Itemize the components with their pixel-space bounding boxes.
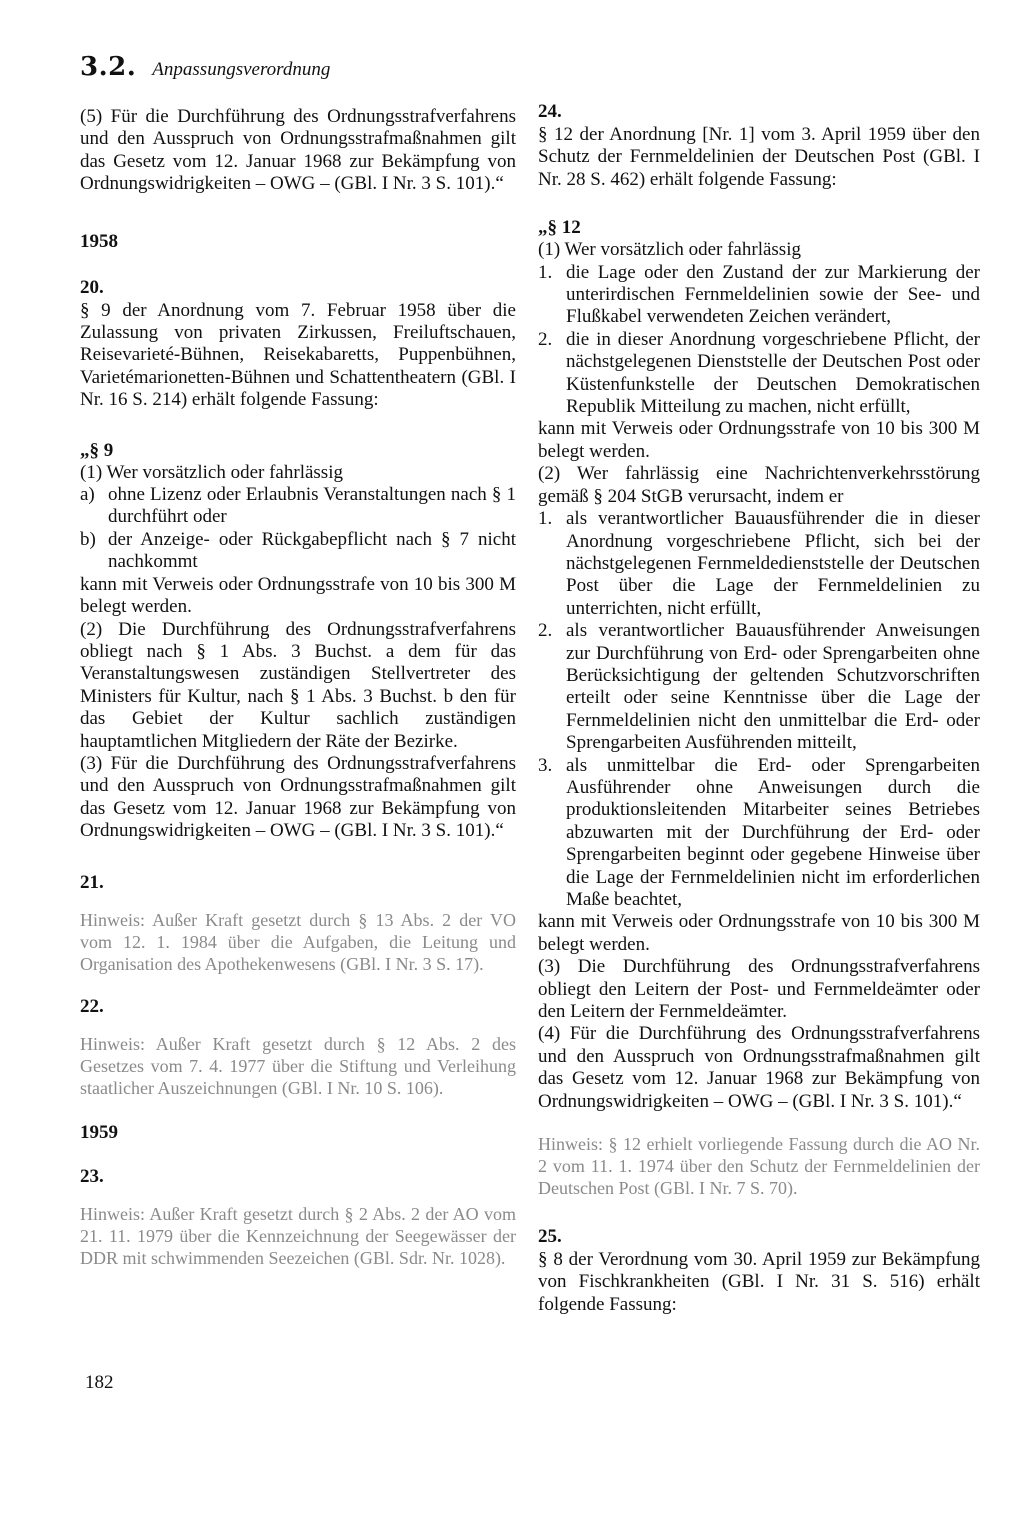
list-item-text: der Anzeige- oder Rückgabepflicht nach § 7 nicht nachkommt: [108, 528, 516, 573]
list-marker: b): [80, 528, 96, 550]
list-item: [538, 329, 980, 419]
item-number-20: 20.: [80, 276, 104, 298]
section-12-para-1: (1) Wer vorsätzlich oder fahrlässig: [538, 239, 801, 261]
list-item-text: als verantwortlicher Bauausführender die in dieser Anordnung vorgeschriebene Pflicht, sich bei der nächstgelegenen Fernmeldedienststelle der Deutschen Post über die Lage der Fernmeldelinien zu unterrichten, nicht erfüllt,: [566, 508, 980, 619]
list-marker: 1.: [538, 508, 553, 530]
item-20-text: § 9 der Anordnung vom 7. Februar 1958 über die Zulassung von privaten Zirkussen, Freiluftschauen, Reisevarieté-Bühnen, Reisekabaretts, Puppenbühnen, Varietémarionetten-Bühnen und Schattentheatern (GBl. I Nr. 16 S. 214) erhält folgende Fassung:: [80, 299, 516, 411]
list-marker: 2.: [538, 328, 553, 350]
section-number: 3.2.: [80, 52, 137, 82]
list-item-text: ohne Lizenz oder Erlaubnis Veranstaltungen nach § 1 durchführt oder: [108, 484, 516, 528]
list-item: [538, 262, 980, 329]
list-item-text: die Lage oder den Zustand der zur Markierung der unterirdischen Fernmeldelinien sowie der See- und Flußkabel verwendeten Zeichen verändert,: [566, 261, 980, 328]
section-12-penalty-1: kann mit Verweis oder Ordnungsstrafe von 10 bis 300 M belegt werden.: [538, 418, 980, 462]
section-title: Anpassungsverordnung: [152, 59, 331, 80]
list-item-text: als verantwortlicher Bauausführender Anweisungen zur Durchführung von Erd- oder Sprengarbeiten ohne Berücksichtigung der geltenden Schutzvorschriften erteilt oder seine Kenntnisse über die Lage der Fernmeldelinien nicht den unmittelbar die Erd- oder Sprengarbeiten Ausführenden mitteilt,: [566, 620, 980, 754]
list-item: [80, 484, 516, 529]
section-12-heading: „§ 12: [538, 217, 581, 239]
page-number: 182: [85, 1372, 114, 1393]
list-item: [538, 755, 980, 912]
section-12-para-4: (4) Für die Durchführung des Ordnungsstrafverfahrens und den Ausspruch von Ordnungsstrafmaßnahmen gilt das Gesetz vom 12. Januar 1968 zur Bekämpfung von Ordnungswidrigkeiten – OWG – (GBl. I Nr. 3 S. 101).“: [538, 1023, 980, 1112]
right-column: [538, 100, 980, 1316]
section-9-para-1: (1) Wer vorsätzlich oder fahrlässig: [80, 461, 343, 483]
section-9-para-3: (3) Für die Durchführung des Ordnungsstrafverfahrens und den Ausspruch von Ordnungsstrafmaßnahmen gilt das Gesetz vom 12. Januar 1968 zur Bekämpfung von Ordnungswidrigkeiten – OWG – (GBl. I Nr. 3 S. 101).“: [80, 752, 516, 842]
section-12-penalty-2: kann mit Verweis oder Ordnungsstrafe von 10 bis 300 M belegt werden.: [538, 911, 980, 955]
list-marker: 3.: [538, 754, 553, 776]
page-header: [80, 52, 330, 82]
list-item-text: als unmittelbar die Erd- oder Sprengarbeiten Ausführender ohne Anweisungen durch die produktionsleitenden Mitarbeiter seines Betriebes abzuwarten mit der Durchführung der Erd- oder Sprengarbeiten beginnt oder gegebene Hinweise über die Lage der Fernmeldelinien nicht im erforderlichen Maße beachtet,: [566, 754, 980, 910]
section-12-para-3: (3) Die Durchführung des Ordnungsstrafverfahrens obliegt den Leitern der Post- und Fernmeldeämter oder den Leitern der Fernmeldeämter.: [538, 956, 980, 1023]
item-number-23: 23.: [80, 1165, 104, 1187]
list-item: [538, 620, 980, 754]
list-item: [538, 508, 980, 620]
left-column: [80, 100, 516, 1269]
item-number-22: 22.: [80, 995, 104, 1017]
list-marker: a): [80, 484, 95, 506]
item-25-text: § 8 der Verordnung vom 30. April 1959 zur Bekämpfung von Fischkrankheiten (GBl. I Nr. 31 S. 516) erhält folgende Fassung:: [538, 1249, 980, 1315]
paragraph-5: (5) Für die Durchführung des Ordnungsstrafverfahrens und den Ausspruch von Ordnungsstrafmaßnahmen gilt das Gesetz vom 12. Januar 1968 zur Bekämpfung von Ordnungswidrigkeiten – OWG – (GBl. I Nr. 3 S. 101).“: [80, 106, 516, 195]
list-item: [80, 529, 516, 574]
list-marker: 2.: [538, 620, 553, 642]
year-heading-1958: 1958: [80, 230, 118, 252]
list-item-text: die in dieser Anordnung vorgeschriebene Pflicht, der nächstgelegenen Dienststelle der Deutschen Post oder Küstenfunkstelle der Deutschen Demokratischen Republik Mitteilung zu machen, nicht erfüllt,: [566, 328, 980, 418]
item-24-text: § 12 der Anordnung [Nr. 1] vom 3. April 1959 über den Schutz der Fernmeldelinien der Deutschen Post (GBl. I Nr. 28 S. 462) erhält folgende Fassung:: [538, 124, 980, 190]
section-9-heading: „§ 9: [80, 439, 114, 461]
section-12-para-2: (2) Wer fahrlässig eine Nachrichtenverkehrsstörung gemäß § 204 StGB verursacht, indem er: [538, 463, 980, 507]
item-21-note: Hinweis: Außer Kraft gesetzt durch § 13 Abs. 2 der VO vom 12. 1. 1984 über die Aufgaben, die Leitung und Organisation des Apothekenwesens (GBl. I Nr. 3 S. 17).: [80, 909, 516, 974]
item-number-24: 24.: [538, 101, 562, 122]
item-number-25: 25.: [538, 1226, 562, 1248]
list-marker: 1.: [538, 261, 553, 283]
year-heading-1959: 1959: [80, 1121, 118, 1143]
item-22-note: Hinweis: Außer Kraft gesetzt durch § 12 Abs. 2 des Gesetzes vom 7. 4. 1977 über die Stiftung und Verleihung staatlicher Auszeichnungen (GBl. I Nr. 10 S. 106).: [80, 1033, 516, 1098]
item-23-note: Hinweis: Außer Kraft gesetzt durch § 2 Abs. 2 der AO vom 21. 11. 1979 über die Kennzeichnung der Seegewässer der DDR mit schwimmenden Seezeichen (GBl. Sdr. Nr. 1028).: [80, 1203, 516, 1268]
item-number-21: 21.: [80, 871, 104, 893]
item-24-note: Hinweis: § 12 erhielt vorliegende Fassung durch die AO Nr. 2 vom 11. 1. 1974 über den Schutz der Fernmeldelinien der Deutschen Post (GBl. I Nr. 7 S. 70).: [538, 1134, 980, 1199]
section-9-para-2: (2) Die Durchführung des Ordnungsstrafverfahrens obliegt nach § 1 Abs. 3 Buchst. a dem für das Veranstaltungswesen zuständigen Stellvertreter des Ministers für Kultur, nach § 1 Abs. 3 Buchst. b den für das Gebiet der Kultur sachlich zuständigen hauptamtlichen Mitgliedern der Räte der Bezirke.: [80, 618, 516, 752]
section-9-penalty: kann mit Verweis oder Ordnungsstrafe von 10 bis 300 M belegt werden.: [80, 573, 516, 618]
